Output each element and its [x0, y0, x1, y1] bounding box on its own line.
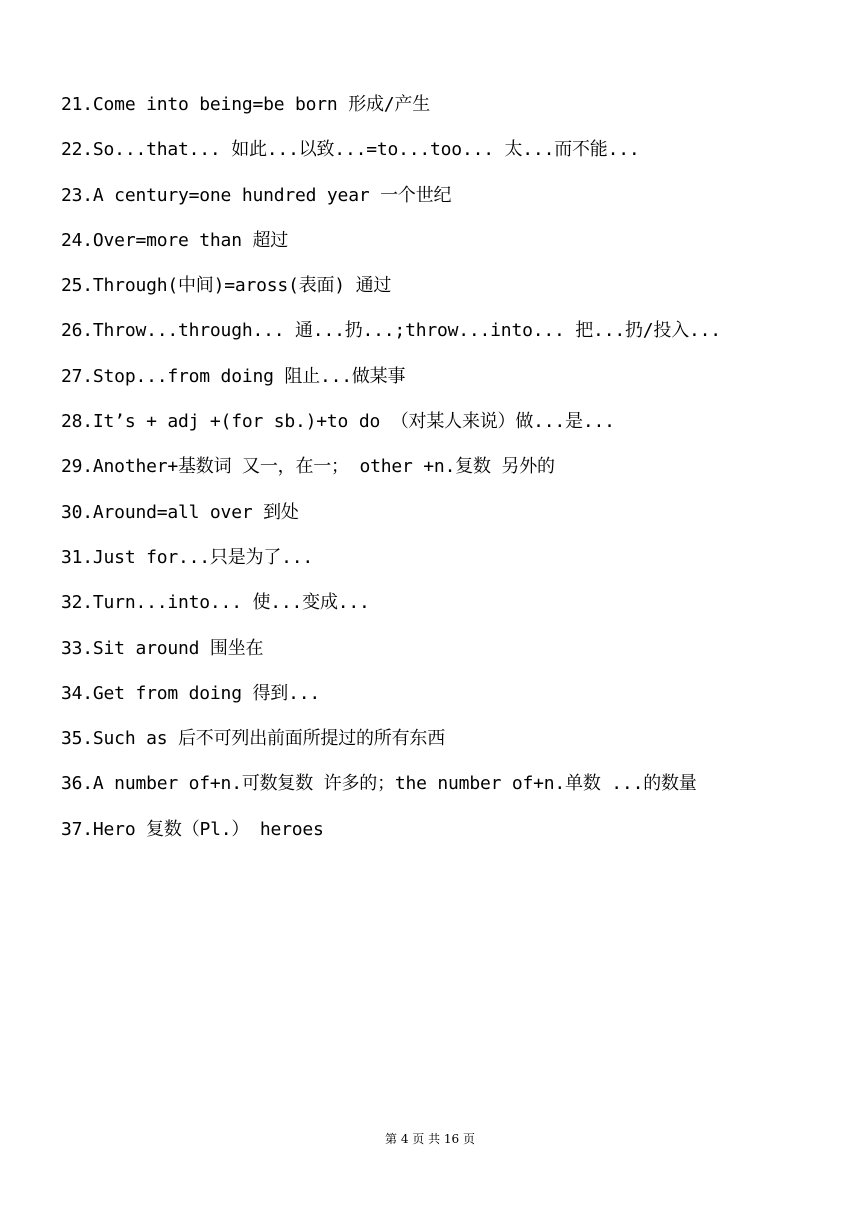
list-item: 32.Turn...into... 使...变成...: [61, 592, 370, 614]
list-item: 28.It’s + adj +(for sb.)+to do （对某人来说）做...是...: [61, 411, 615, 433]
phrase-list: [61, 92, 821, 862]
list-item: 34.Get from doing 得到...: [61, 682, 320, 704]
page-number-footer: 第 4 页 共 16 页: [385, 1132, 475, 1146]
list-item: 27.Stop...from doing 阻止...做某事: [61, 365, 406, 387]
list-item: 30.Around=all over 到处: [61, 501, 299, 523]
list-item: 37.Hero 复数（Pl.） heroes: [61, 818, 324, 840]
list-item: 29.Another+基数词 又一，在一； other +n.复数 另外的: [61, 456, 555, 478]
list-item: 24.Over=more than 超过: [61, 229, 289, 251]
list-item: 33.Sit around 围坐在: [61, 637, 264, 659]
list-item: 35.Such as 后不可列出前面所提过的所有东西: [61, 728, 446, 750]
list-item: 25.Through(中间)=aross(表面) 通过: [61, 275, 392, 297]
list-item: 21.Come into being=be born 形成/产生: [61, 94, 431, 115]
list-item: 36.A number of+n.可数复数 许多的；the number of+n.单数 ...的数量: [61, 773, 697, 795]
list-item: 31.Just for...只是为了...: [61, 546, 314, 568]
list-item: 26.Throw...through... 通...扔...;throw...into... 把...扔/投入...: [61, 320, 721, 342]
list-item: 22.So...that... 如此...以致...=to...too... 太...而不能...: [61, 139, 640, 161]
list-item: 23.A century=one hundred year 一个世纪: [61, 184, 452, 206]
